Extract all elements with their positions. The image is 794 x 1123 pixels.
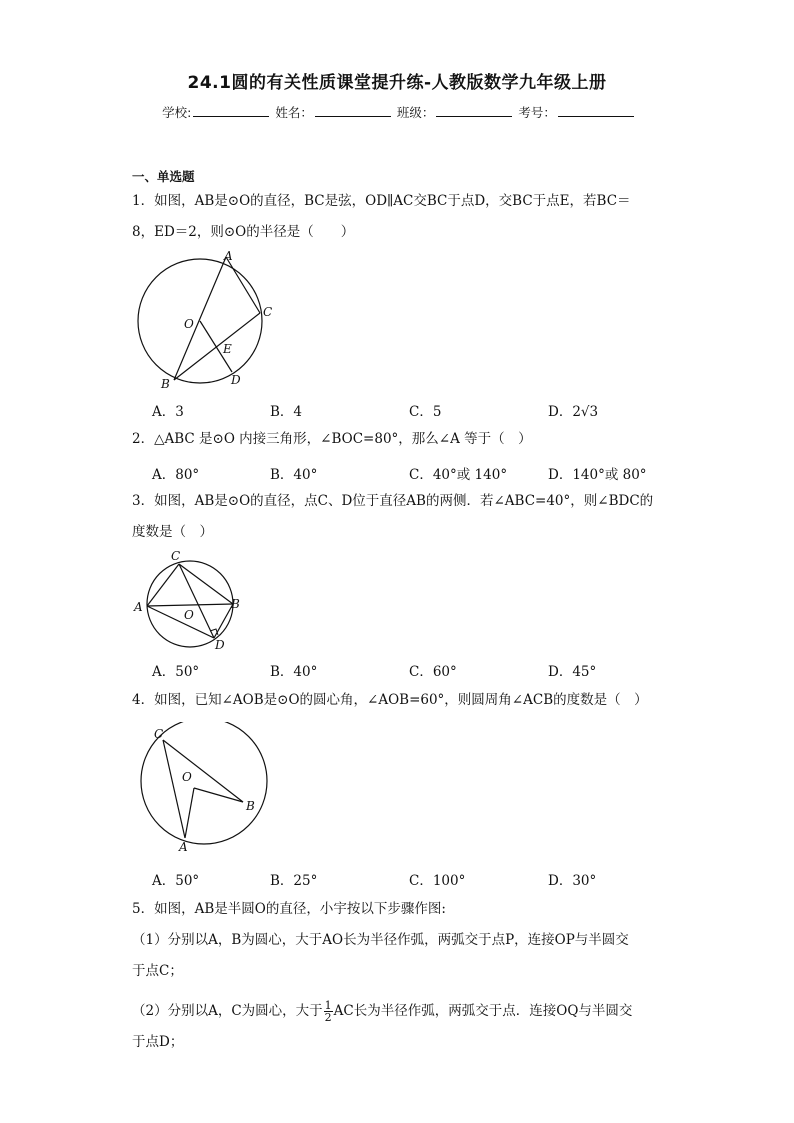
fig4-label-b: B — [246, 799, 255, 813]
question-1-line1: 1．如图，AB是⊙O的直径，BC是弦，OD∥AC交BC于点D，交BC于点E，若BC＝ — [132, 193, 631, 209]
school-blank[interactable] — [193, 104, 269, 117]
fig3-label-o: O — [184, 608, 194, 622]
question-4-text — [132, 685, 664, 716]
q3-option-b[interactable]: B．40° — [270, 664, 318, 680]
fig3-label-b: B — [231, 597, 240, 611]
q2-option-d[interactable]: D．140°或 80° — [548, 467, 647, 483]
question-1-line2: 8，ED＝2，则⊙O的半径是（ ） — [132, 224, 355, 240]
q2-option-b[interactable]: B．40° — [270, 467, 318, 483]
q1-option-d[interactable]: D．2√3 — [548, 404, 599, 420]
step2-text-post: AC长为半径作弧，两弧交于点．连接OQ与半圆交 — [333, 1003, 633, 1019]
q4-option-c[interactable]: C．100° — [409, 873, 466, 889]
fig1-label-e: E — [223, 342, 232, 356]
question-3-text — [132, 486, 664, 548]
question-5-step1-line1: （1）分别以A，B为圆心，大于AO长为半径作弧，两弧交于点P，连接OP与半圆交 — [132, 932, 629, 948]
question-3-figure — [132, 548, 252, 654]
fig4-label-o: O — [182, 770, 192, 784]
q1-option-b[interactable]: B．4 — [270, 404, 303, 420]
q3-option-c[interactable]: C．60° — [409, 664, 457, 680]
q1-option-a[interactable]: A．3 — [152, 404, 184, 420]
page-title: 24.1圆的有关性质课堂提升练-人教版数学九年级上册 — [187, 73, 607, 93]
question-1-text — [132, 186, 664, 248]
q4-option-a[interactable]: A．50° — [152, 873, 200, 889]
fig3-label-a: A — [134, 600, 143, 614]
fig4-label-a: A — [179, 840, 188, 854]
fraction-denominator: 2 — [324, 1011, 332, 1024]
question-4-figure — [132, 722, 272, 856]
question-2-text — [132, 424, 664, 455]
q3-option-a[interactable]: A．50° — [152, 664, 200, 680]
question-5-line1: 5．如图，AB是半圆O的直径，小宇按以下步骤作图: — [132, 901, 446, 917]
name-label: 姓名： — [275, 105, 313, 120]
fig1-label-o: O — [184, 317, 194, 331]
question-1-figure — [132, 248, 282, 398]
q4-option-d[interactable]: D．30° — [548, 873, 597, 889]
student-info-row — [0, 103, 794, 121]
q3-option-d[interactable]: D．45° — [548, 664, 597, 680]
fraction-numerator: 1 — [324, 999, 332, 1012]
fig3-label-c: C — [171, 549, 181, 563]
fig3-label-d: D — [215, 638, 225, 652]
fig1-label-a: A — [224, 249, 233, 263]
question-5-step2-line2: 于点D； — [132, 1034, 184, 1050]
name-blank[interactable] — [315, 104, 391, 117]
question-3-line1: 3．如图，AB是⊙O的直径，点C、D位于直径AB的两侧．若∠ABC=40°，则∠BDC的 — [132, 493, 654, 509]
exam-no-blank[interactable] — [558, 104, 634, 117]
question-4-line1: 4．如图，已知∠AOB是⊙O的圆心角，∠AOB=60°，则圆周角∠ACB的度数是（ ） — [132, 692, 648, 708]
question-5-step1-line2: 于点C； — [132, 963, 183, 979]
q2-option-a[interactable]: A．80° — [152, 467, 200, 483]
q1-option-c[interactable]: C．5 — [409, 404, 442, 420]
class-label: 班级： — [396, 105, 435, 120]
fig1-label-c: C — [263, 305, 273, 319]
q2-option-c[interactable]: C．40°或 140° — [409, 467, 508, 483]
question-5-step2-line1 — [132, 996, 664, 1027]
q4-option-b[interactable]: B．25° — [270, 873, 318, 889]
school-label: 学校: — [162, 105, 192, 120]
section-heading: 一、单选题 — [132, 169, 195, 184]
question-3-line2: 度数是（ ） — [132, 524, 213, 540]
fig1-label-d: D — [231, 373, 241, 387]
fig4-label-c: C — [154, 727, 164, 741]
half-fraction — [324, 1000, 333, 1023]
step2-text-pre: （2）分别以A，C为圆心，大于 — [132, 1003, 323, 1019]
class-blank[interactable] — [436, 104, 512, 117]
question-2-line1: 2．△ABC 是⊙O 内接三角形，∠BOC=80°，那么∠A 等于（ ） — [132, 431, 532, 447]
question-5-text — [132, 894, 664, 1058]
fig1-label-b: B — [161, 377, 170, 391]
exam-no-label: 考号： — [518, 105, 556, 120]
